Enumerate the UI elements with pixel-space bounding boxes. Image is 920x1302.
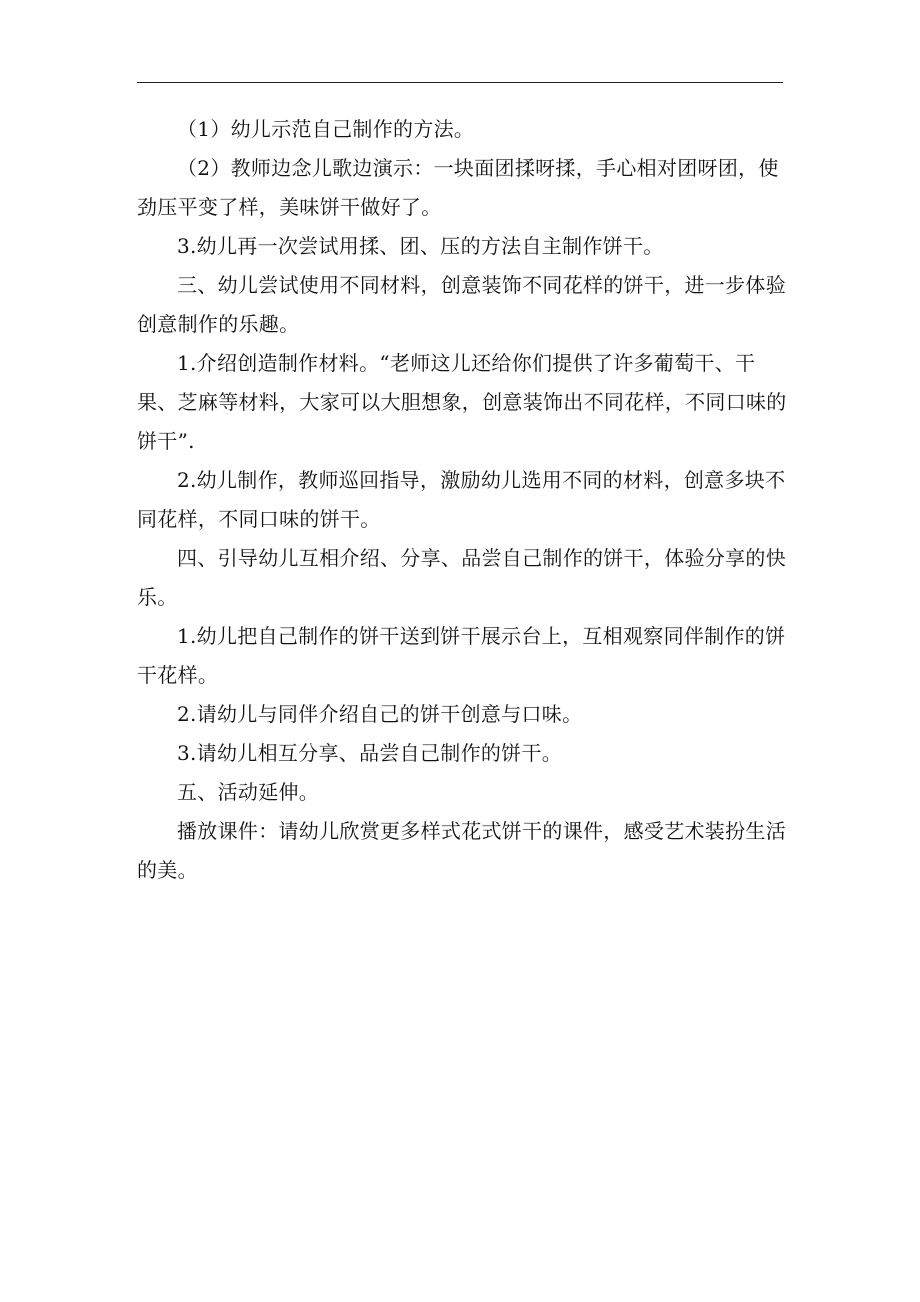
- paragraph-4: 三、幼儿尝试使用不同材料，创意装饰不同花样的饼干，进一步体验创意制作的乐趣。: [137, 273, 786, 336]
- paragraph-11: 五、活动延伸。: [177, 780, 320, 804]
- paragraph-8: 1.幼儿把自己制作的饼干送到饼干展示台上，互相观察同伴制作的饼干花样。: [137, 624, 786, 687]
- paragraph-10: 3.请幼儿相互分享、品尝自己制作的饼干。: [177, 741, 563, 765]
- paragraph-6: 2.幼儿制作，教师巡回指导，激励幼儿选用不同的材料，创意多块不同花样，不同口味的饼干。: [137, 468, 786, 531]
- paragraph-2: （2）教师边念儿歌边演示：一块面团揉呀揉，手心相对团呀团，使劲压平变了样，美味饼干做好了。: [137, 156, 779, 219]
- paragraph-12: 播放课件：请幼儿欣赏更多样式花式饼干的课件，感受艺术装扮生活的美。: [137, 819, 786, 882]
- header-rule: [137, 82, 783, 83]
- paragraph-9: 2.请幼儿与同伴介绍自己的饼干创意与口味。: [177, 702, 583, 726]
- document-body: [137, 110, 787, 890]
- paragraph-7: 四、引导幼儿互相介绍、分享、品尝自己制作的饼干，体验分享的快乐。: [137, 546, 786, 609]
- paragraph-5: 1.介绍创造制作材料。“老师这儿还给你们提供了许多葡萄干、干果、芝麻等材料，大家可以大胆想象，创意装饰出不同花样，不同口味的饼干”.: [137, 351, 787, 453]
- paragraph-3: 3.幼儿再一次尝试用揉、团、压的方法自主制作饼干。: [177, 234, 664, 258]
- paragraph-1: （1）幼儿示范自己制作的方法。: [177, 117, 475, 141]
